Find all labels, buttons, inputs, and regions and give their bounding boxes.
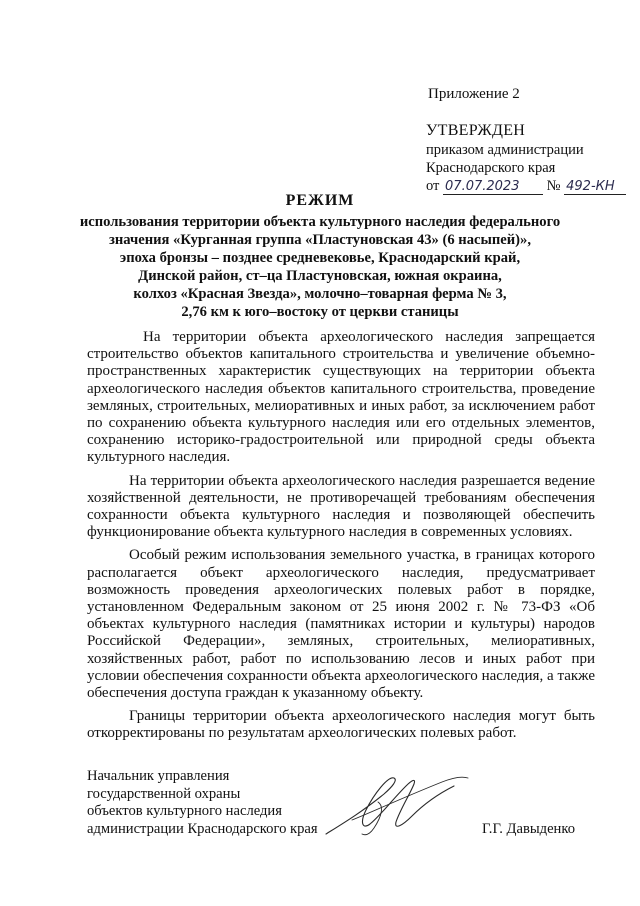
heading-line: Динской район, ст–ца Пластуновская, южная окраина, [138, 268, 502, 284]
approval-block [426, 122, 626, 195]
body-paragraph: На территории объекта археологического наследия разрешается ведение хозяйственной деятельности, не противоречащей требованиям обеспечения сохранности объекта культурного наследия и позволяющей обеспечить функционирование объекта культурного наследия в современных условиях. [87, 472, 595, 541]
handwritten-date: 07.07.2023 [443, 180, 543, 195]
signatory-name: Г.Г. Давыденко [482, 821, 576, 837]
heading-line: 2,76 км к юго–востоку от церкви станицы [181, 304, 459, 320]
body-paragraph: Особый режим использования земельного участка, в границах которого располагается объект археологического наследия, предусматривает возможность проведения археологических полевых работ в порядке, установленном Федеральным законом от 25 июня 2002 г. № 73-ФЗ «Об объектах культурного наследия (памятниках истории и культуры) народов Российской Федерации», земляных, строительных, мелиоративных, хозяйственных работ, работ по использованию лесов и иных работ при условии обеспечения сохранности объекта археологического наследия, а также обеспечения доступа граждан к указанному объекту. [87, 547, 595, 702]
date-prefix: от [426, 178, 440, 194]
position-line: администрации Краснодарского края [87, 820, 318, 837]
document-body [87, 329, 595, 743]
body-paragraph: Границы территории объекта археологического наследия могут быть откорректированы по результатам археологических полевых работ. [87, 708, 595, 742]
heading-line: использования территории объекта культурного наследия федерального [79, 214, 561, 230]
heading-title: РЕЖИМ [285, 192, 355, 209]
approved-by-line-2: Краснодарского края [426, 160, 556, 176]
number-prefix: № [546, 178, 561, 194]
handwritten-number: 492-КН [564, 180, 626, 195]
approved-by-line-1: приказом администрации [426, 142, 584, 158]
heading-line: колхоз «Красная Звезда», молочно–товарная ферма № 3, [133, 286, 507, 302]
heading-line: эпоха бронзы – позднее средневековье, Краснодарский край, [119, 250, 521, 266]
body-paragraph: На территории объекта археологического наследия запрещается строительство объектов капитального строительства и увеличение объемно-пространственных характеристик существующих на территории объекта археологического наследия объектов капитального строительства, проведение земляных, строительных, мелиоративных и иных работ, за исключением работ по сохранению объекта культурного наследия или его отдельных элементов, сохранению историко-градостроительной или природной среды объекта культурного наследия. [87, 329, 595, 466]
document-heading [0, 192, 640, 321]
heading-line: значения «Курганная группа «Пластуновская 43» (6 насыпей)», [109, 232, 531, 248]
signatory-position [87, 768, 318, 838]
appendix-label: Приложение 2 [428, 86, 520, 102]
position-line: объектов культурного наследия [87, 803, 282, 820]
position-line: государственной охраны [87, 785, 241, 802]
position-line: Начальник управления [87, 768, 230, 784]
approved-label: УТВЕРЖДЕН [426, 122, 526, 139]
handwritten-signature [322, 772, 472, 842]
